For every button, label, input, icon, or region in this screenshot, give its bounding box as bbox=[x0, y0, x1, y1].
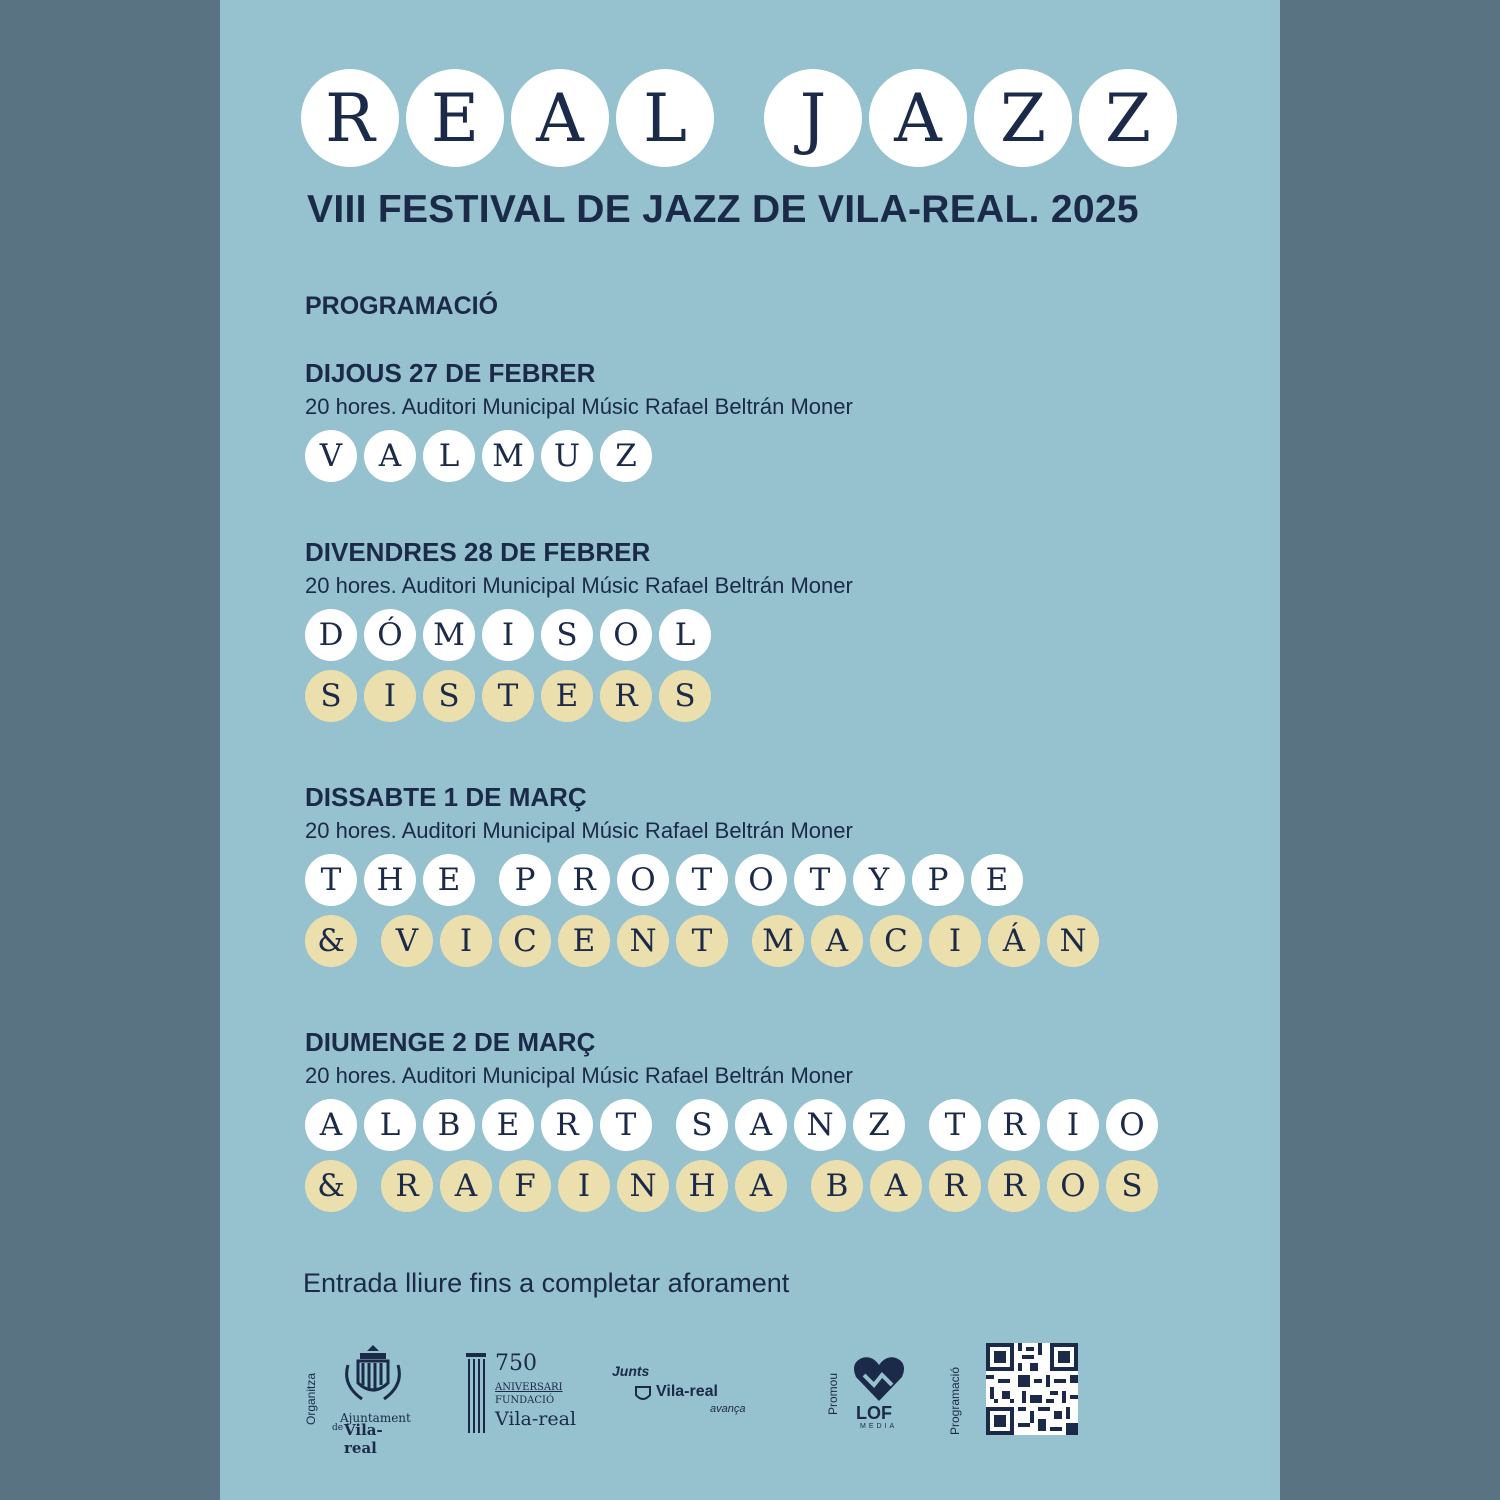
event-info: 20 hores. Auditori Municipal Músic Rafael Beltrán Moner bbox=[305, 573, 853, 598]
artist-letter-circle: A bbox=[440, 1160, 492, 1212]
artist-letter-circle: A bbox=[735, 1160, 787, 1212]
lof-sub: MEDIA bbox=[860, 1423, 898, 1430]
artist-letter-circle: P bbox=[499, 854, 551, 906]
fundacio-name: Vila-real bbox=[495, 1408, 577, 1430]
qr-code-icon bbox=[986, 1343, 1078, 1435]
event-block bbox=[305, 780, 1106, 967]
artist-letter-circle: & bbox=[305, 1160, 357, 1212]
artist-letter-circle: E bbox=[558, 915, 610, 967]
artist-letter-circle: A bbox=[811, 915, 863, 967]
junts-text: Junts bbox=[612, 1363, 650, 1379]
qr-code[interactable] bbox=[986, 1343, 1078, 1435]
artist-letter-circle: R bbox=[600, 670, 652, 722]
artist-name-row bbox=[305, 1160, 1165, 1212]
artist-letter-circle: S bbox=[676, 1099, 728, 1151]
organitza-label: Organitza bbox=[304, 1372, 318, 1425]
artist-letter-circle: E bbox=[541, 670, 593, 722]
event-day: DIVENDRES 28 DE FEBRER bbox=[305, 537, 651, 567]
fundacio-columns-icon bbox=[465, 1353, 487, 1433]
junts-emblem-icon bbox=[634, 1385, 652, 1403]
entry-note: Entrada lliure fins a completar aforament bbox=[303, 1268, 790, 1298]
artist-letter-circle: Ó bbox=[364, 609, 416, 661]
artist-letter-circle: M bbox=[482, 430, 534, 482]
artist-letter-circle: N bbox=[617, 1160, 669, 1212]
artist-letter-circle: Á bbox=[988, 915, 1040, 967]
event-info: 20 hores. Auditori Municipal Músic Rafael Beltrán Moner bbox=[305, 1063, 853, 1088]
artist-letter-circle: L bbox=[364, 1099, 416, 1151]
footer-logos bbox=[220, 1335, 1280, 1457]
promou-label: Promou bbox=[826, 1372, 840, 1415]
artist-letter-circle: T bbox=[929, 1099, 981, 1151]
artist-letter-circle: A bbox=[870, 1160, 922, 1212]
artist-letter-circle: R bbox=[988, 1099, 1040, 1151]
artist-letter-circle: T bbox=[305, 854, 357, 906]
title-letter-circle: A bbox=[869, 69, 967, 167]
lof-logo bbox=[850, 1355, 910, 1435]
artist-letter-circle: Z bbox=[600, 430, 652, 482]
artist-letter-circle: M bbox=[423, 609, 475, 661]
artist-letter-circle: T bbox=[676, 854, 728, 906]
event-block bbox=[305, 356, 853, 482]
artist-letter-circle: T bbox=[482, 670, 534, 722]
artist-name-row bbox=[305, 430, 853, 482]
artist-letter-circle: R bbox=[381, 1160, 433, 1212]
junts-logo bbox=[612, 1363, 762, 1423]
artist-letter-circle: S bbox=[541, 609, 593, 661]
event-block bbox=[305, 1025, 1165, 1212]
artist-letter-circle: D bbox=[305, 609, 357, 661]
artist-letter-circle: S bbox=[305, 670, 357, 722]
artist-letter-circle: E bbox=[971, 854, 1023, 906]
ajuntament-logo bbox=[332, 1341, 412, 1457]
ajuntament-crest-icon bbox=[338, 1341, 408, 1407]
artist-letter-circle: N bbox=[1047, 915, 1099, 967]
artist-letter-circle: I bbox=[1047, 1099, 1099, 1151]
artist-letter-circle: N bbox=[794, 1099, 846, 1151]
fundacio-number: 750 bbox=[495, 1351, 537, 1376]
artist-letter-circle: L bbox=[423, 430, 475, 482]
title-letter-circle: L bbox=[616, 69, 714, 167]
artist-letter-circle: O bbox=[600, 609, 652, 661]
programacio-label: Programació bbox=[948, 1366, 962, 1435]
fundacio-label: FUNDACIÓ bbox=[495, 1395, 555, 1406]
program-heading: PROGRAMACIÓ bbox=[305, 292, 499, 320]
event-info: 20 hores. Auditori Municipal Músic Rafael Beltrán Moner bbox=[305, 394, 853, 419]
artist-letter-circle: V bbox=[305, 430, 357, 482]
artist-letter-circle: F bbox=[499, 1160, 551, 1212]
artist-letter-circle: Z bbox=[853, 1099, 905, 1151]
junts-vilareal: Vila-real bbox=[656, 1383, 718, 1400]
ajuntament-line1: Ajuntament bbox=[340, 1411, 411, 1425]
title-letter-circle: Z bbox=[1079, 69, 1177, 167]
event-day: DIUMENGE 2 DE MARÇ bbox=[305, 1027, 596, 1057]
artist-letter-circle: V bbox=[381, 915, 433, 967]
artist-letter-circle: R bbox=[558, 854, 610, 906]
artist-letter-circle: N bbox=[617, 915, 669, 967]
fundacio-logo bbox=[465, 1353, 585, 1443]
artist-letter-circle: O bbox=[1106, 1099, 1158, 1151]
artist-letter-circle: A bbox=[735, 1099, 787, 1151]
artist-letter-circle: L bbox=[659, 609, 711, 661]
fundacio-aniversari: ANIVERSARI bbox=[495, 1382, 563, 1393]
artist-letter-circle: R bbox=[988, 1160, 1040, 1212]
junts-avanca: avança bbox=[710, 1403, 746, 1415]
artist-letter-circle: E bbox=[482, 1099, 534, 1151]
title-letter-circle: R bbox=[301, 69, 399, 167]
artist-letter-circle: U bbox=[541, 430, 593, 482]
ajuntament-de: de bbox=[332, 1423, 344, 1433]
artist-letter-circle: S bbox=[1106, 1160, 1158, 1212]
artist-letter-circle: I bbox=[482, 609, 534, 661]
festival-subtitle: VIII FESTIVAL DE JAZZ DE VILA-REAL. 2025 bbox=[307, 188, 1139, 231]
title-letter-circle: A bbox=[511, 69, 609, 167]
title-letter-circle: Z bbox=[974, 69, 1072, 167]
artist-letter-circle: T bbox=[676, 915, 728, 967]
artist-letter-circle: T bbox=[794, 854, 846, 906]
event-day: DISSABTE 1 DE MARÇ bbox=[305, 782, 587, 812]
artist-letter-circle: S bbox=[423, 670, 475, 722]
artist-letter-circle: A bbox=[364, 430, 416, 482]
event-day: DIJOUS 27 DE FEBRER bbox=[305, 358, 596, 388]
artist-letter-circle: A bbox=[305, 1099, 357, 1151]
artist-letter-circle: T bbox=[600, 1099, 652, 1151]
artist-letter-circle: O bbox=[735, 854, 787, 906]
artist-letter-circle: M bbox=[752, 915, 804, 967]
artist-name-row bbox=[305, 915, 1106, 967]
ajuntament-line2: Vila-real bbox=[344, 1421, 383, 1457]
artist-letter-circle: C bbox=[870, 915, 922, 967]
artist-letter-circle: H bbox=[676, 1160, 728, 1212]
artist-name-row bbox=[305, 854, 1106, 906]
lof-name: LOF bbox=[856, 1403, 892, 1423]
artist-letter-circle: H bbox=[364, 854, 416, 906]
event-block bbox=[305, 535, 853, 722]
artist-letter-circle: O bbox=[1047, 1160, 1099, 1212]
event-info: 20 hores. Auditori Municipal Músic Rafael Beltrán Moner bbox=[305, 818, 853, 843]
artist-letter-circle: R bbox=[929, 1160, 981, 1212]
artist-letter-circle: O bbox=[617, 854, 669, 906]
lof-heart-icon bbox=[852, 1355, 906, 1403]
artist-name-row bbox=[305, 609, 853, 661]
artist-letter-circle: I bbox=[558, 1160, 610, 1212]
artist-letter-circle: S bbox=[659, 670, 711, 722]
artist-name-row bbox=[305, 670, 853, 722]
festival-title bbox=[301, 69, 1177, 169]
artist-name-row bbox=[305, 1099, 1165, 1151]
artist-letter-circle: E bbox=[423, 854, 475, 906]
artist-letter-circle: B bbox=[423, 1099, 475, 1151]
artist-letter-circle: B bbox=[811, 1160, 863, 1212]
artist-letter-circle: I bbox=[440, 915, 492, 967]
artist-letter-circle: I bbox=[364, 670, 416, 722]
artist-letter-circle: P bbox=[912, 854, 964, 906]
title-letter-circle: J bbox=[764, 69, 862, 167]
artist-letter-circle: C bbox=[499, 915, 551, 967]
artist-letter-circle: R bbox=[541, 1099, 593, 1151]
poster bbox=[220, 0, 1280, 1500]
title-letter-circle: E bbox=[406, 69, 504, 167]
artist-letter-circle: & bbox=[305, 915, 357, 967]
artist-letter-circle: I bbox=[929, 915, 981, 967]
artist-letter-circle: Y bbox=[853, 854, 905, 906]
